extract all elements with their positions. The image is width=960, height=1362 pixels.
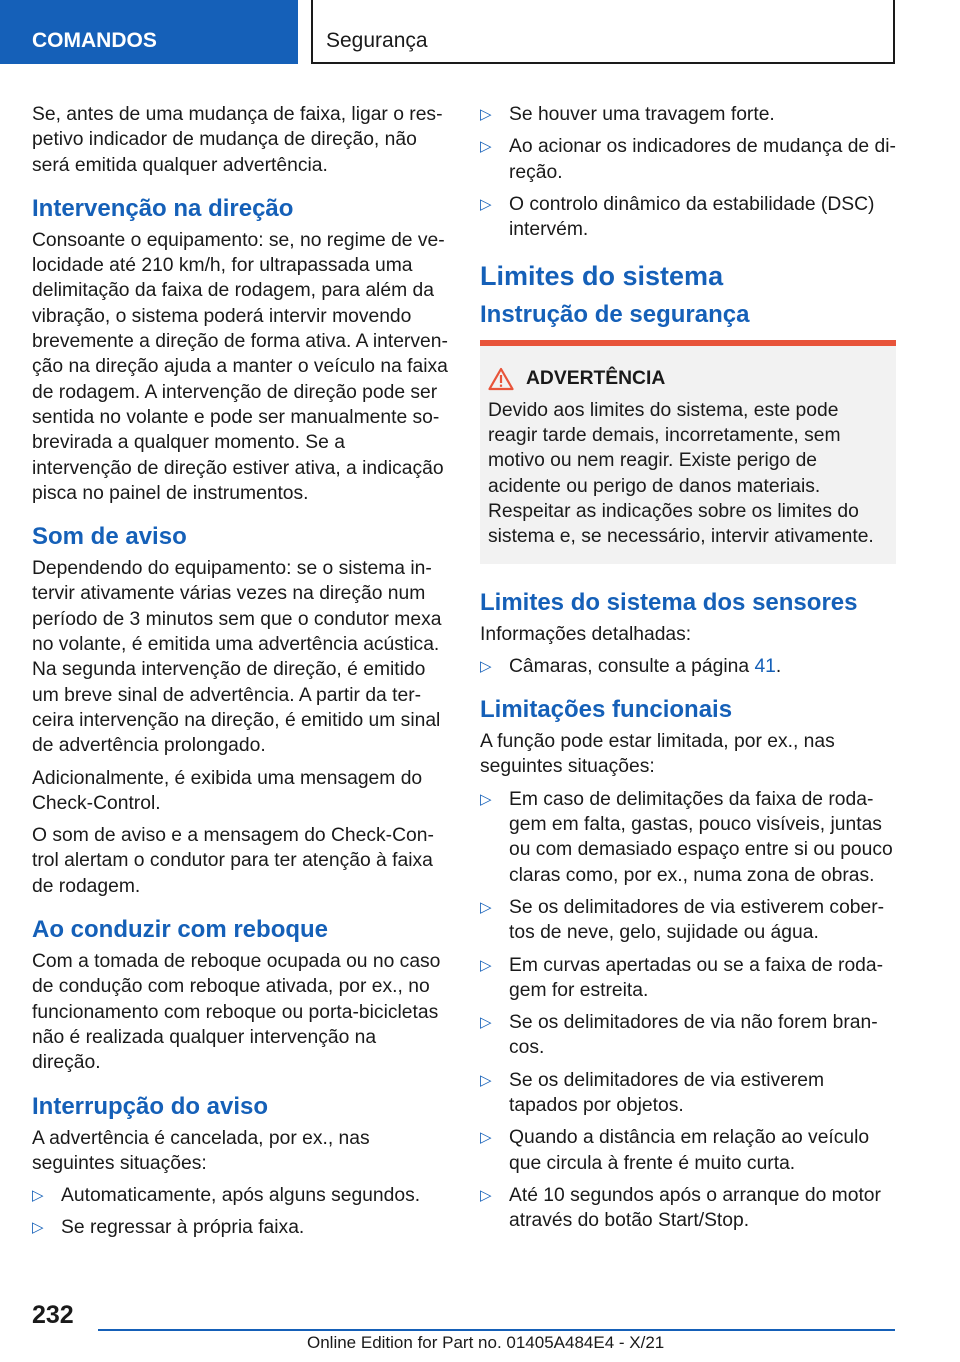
sound-paragraph-1: Dependendo do equipamento: se o sistema intervir ativamente várias vezes na direção num período de 3 minutos sem que o condutor mexa no volante, é emitida uma advertência acústica. Na segunda intervenção de direção, é emitido um breve sinal de advertência. A partir da terceira intervenção na direção, é emitido um sinal de advertência prolongado. xyxy=(32,558,442,757)
list-item: ▷ Se os delimitadores de via estiverem tapados por objetos. xyxy=(480,1069,825,1117)
page-number: 232 xyxy=(32,1301,74,1329)
list-item: ▷ Em caso de delimitações da faixa de rodagem em falta, gastas, pouco visíveis, juntas ou com demasiado espaço entre si ou pouco claras como, por ex., numa zona de obras. xyxy=(480,788,893,886)
list-item: ▷ Câmaras, consulte a página 41. xyxy=(480,654,896,679)
triangle-bullet-icon: ▷ xyxy=(480,1014,492,1032)
sensor-limits-heading: Limites do sistema dos sensores xyxy=(480,588,858,616)
trailer-heading: Ao conduzir com reboque xyxy=(32,916,329,944)
list-item: ▷ Até 10 segundos após o arranque do motor através do botão Start/Stop. xyxy=(480,1184,881,1232)
interrupt-heading: Interrupção do aviso xyxy=(32,1092,269,1120)
sound-heading: Som de aviso xyxy=(32,523,187,551)
functional-list xyxy=(480,787,896,1234)
header-divider-left xyxy=(311,0,313,64)
steering-heading: Intervenção na direção xyxy=(32,194,294,222)
list-item: ▷ Ao acionar os indicadores de mudança de direção. xyxy=(480,136,896,183)
list-item: ▷ Automaticamente, após alguns segundos. xyxy=(32,1183,448,1208)
functional-paragraph: A função pode estar limitada, por ex., nas seguintes situações: xyxy=(480,731,835,778)
interrupt-paragraph: A advertência é cancelada, por ex., nas seguintes situações: xyxy=(32,1127,370,1174)
warning-text: Devido aos limites do sistema, este pode reagir tarde demais, incorretamente, sem motivo ou nem reagir. Existe perigo de acidente ou perigo de danos materiais. Respeitar as indicações sobre os limites do sistema e, se necessário, intervir ativamente. xyxy=(488,399,874,548)
limits-heading: Limites do sistema xyxy=(480,261,724,292)
interrupt-list xyxy=(32,1183,448,1241)
steering-paragraph: Consoante o equipamento: se, no regime de velocidade até 210 km/h, for ultrapassada uma delimitação da faixa de rodagem, para além da vibração, o sistema poderá intervir movendo brevemente a direção de forma ativa. A intervenção na direção ajuda a manter o veículo na faixa de rodagem. A intervenção de direção pode ser sentida no volante e pode ser manualmente sobrevirada a qualquer momento. Se a intervenção de direção estiver ativa, a indicação pisca no painel de instrumentos. xyxy=(32,229,448,504)
cancel-conditions-list xyxy=(480,102,896,242)
triangle-bullet-icon: ▷ xyxy=(480,1186,492,1204)
triangle-bullet-icon: ▷ xyxy=(480,898,492,916)
intro-paragraph: Se, antes de uma mudança de faixa, ligar o respetivo indicador de mudança de direção, não será emitida qualquer advertência. xyxy=(32,104,443,176)
triangle-bullet-icon: ▷ xyxy=(480,790,492,808)
list-item: ▷ O controlo dinâmico da estabilidade (DSC) intervém. xyxy=(480,193,875,241)
page-title: Segurança xyxy=(326,29,428,52)
warning-label: ADVERTÊNCIA xyxy=(526,368,666,390)
triangle-bullet-icon: ▷ xyxy=(32,1187,44,1205)
list-item: ▷ Quando a distância em relação ao veículo que circula à frente é muito curta. xyxy=(480,1127,870,1174)
sensor-paragraph: Informações detalhadas: xyxy=(480,623,692,645)
sound-paragraph-3: O som de aviso e a mensagem do Check-Control alertam o condutor para ter atenção à faixa de rodagem. xyxy=(32,825,434,897)
list-item: ▷ Se os delimitadores de via estiverem cobertos de neve, gelo, sujidade ou água. xyxy=(480,896,885,944)
header-underline xyxy=(311,62,895,64)
page-link[interactable]: 41 xyxy=(754,655,776,677)
triangle-bullet-icon: ▷ xyxy=(480,106,492,123)
triangle-bullet-icon: ▷ xyxy=(480,1071,492,1089)
safety-heading: Instrução de segurança xyxy=(480,301,750,329)
triangle-bullet-icon: ▷ xyxy=(480,195,492,213)
triangle-bullet-icon: ▷ xyxy=(32,1219,44,1237)
list-item: ▷ Se regressar à própria faixa. xyxy=(32,1215,448,1240)
header-divider-right xyxy=(893,0,895,64)
sensor-list xyxy=(480,654,896,679)
triangle-bullet-icon: ▷ xyxy=(480,1129,492,1147)
sound-paragraph-2: Adicionalmente, é exibida uma mensagem do Check-Control. xyxy=(32,767,423,814)
section-label: COMANDOS xyxy=(32,29,157,52)
list-item: ▷ Se os delimitadores de via não forem brancos. xyxy=(480,1012,878,1059)
triangle-bullet-icon: ▷ xyxy=(480,956,492,974)
warning-header xyxy=(488,366,888,391)
triangle-bullet-icon: ▷ xyxy=(480,657,492,675)
functional-limits-heading: Limitações funcionais xyxy=(480,696,733,724)
footer-rule xyxy=(98,1329,895,1331)
list-item: ▷ Se houver uma travagem forte. xyxy=(480,102,896,127)
left-column xyxy=(32,102,448,1248)
trailer-paragraph: Com a tomada de reboque ocupada ou no caso de condução com reboque ativada, por ex., no funcionamento com reboque ou porta-bicicletas não é realizada qualquer intervenção na direção. xyxy=(32,951,441,1074)
warning-box xyxy=(480,340,896,563)
right-column xyxy=(480,102,896,1241)
footer-edition: Online Edition for Part no. 01405A484E4 - X/21 xyxy=(307,1333,665,1352)
list-item: ▷ Em curvas apertadas ou se a faixa de rodagem for estreita. xyxy=(480,954,884,1001)
section-tab xyxy=(0,0,298,64)
warning-triangle-icon xyxy=(488,367,514,391)
triangle-bullet-icon: ▷ xyxy=(480,138,492,156)
